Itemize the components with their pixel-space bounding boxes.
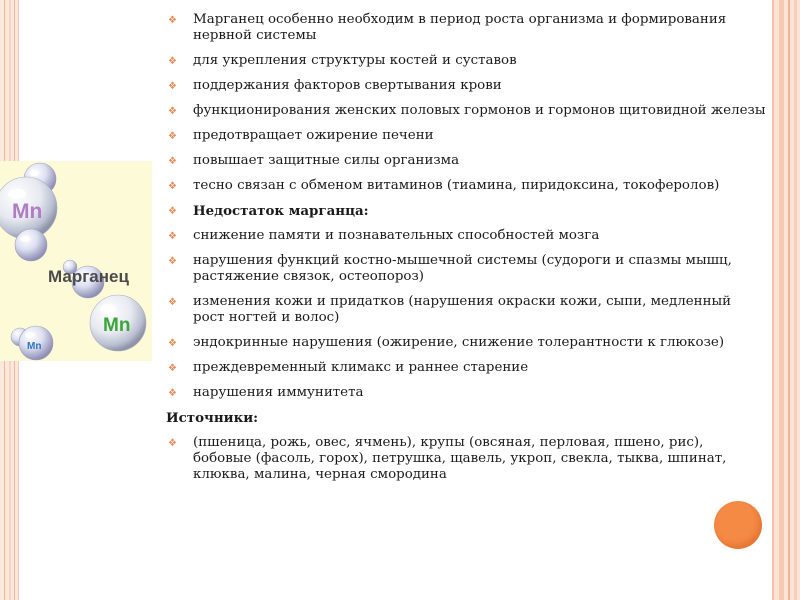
bullet-icon: ❖: [168, 81, 177, 92]
manganese-illustration: [0, 161, 152, 361]
bullet-icon: ❖: [168, 131, 177, 142]
list-item: ❖ тесно связан с обменом витаминов (тиамина, пиридоксина, токоферолов): [168, 178, 720, 193]
manganese-title: Марганец: [48, 267, 129, 286]
list-item: ❖ изменения кожи и придатков (нарушения окраски кожи, сыпи, медленный рост ногтей и волос): [168, 294, 732, 325]
bullet-icon: ❖: [168, 297, 177, 308]
list-item: ❖ нарушения иммунитета: [168, 385, 364, 400]
list-item: ❖ для укрепления структуры костей и суставов: [168, 53, 517, 68]
list-item: ❖ (пшеница, рожь, овес, ячмень), крупы (овсяная, перловая, пшено, рис), бобовые (фасоль, горох), петрушка, щавель, укроп, свекла, тыква, шпинат, клюква, малина, черная смородина: [168, 435, 727, 482]
bullet-icon: ❖: [168, 256, 177, 267]
bullet-icon: ❖: [168, 56, 177, 67]
bullet-icon: ❖: [168, 156, 177, 167]
deficiency-heading: ❖ Недостаток марганца:: [168, 203, 369, 219]
list-item: ❖ преждевременный климакс и раннее старение: [168, 360, 529, 375]
list-item: ❖ функционирования женских половых гормонов и гормонов щитовидной железы: [168, 103, 766, 118]
list-item: ❖ эндокринные нарушения (ожирение, снижение толерантности к глюкозе): [168, 335, 725, 350]
list-item: ❖ повышает защитные силы организма: [168, 153, 460, 168]
orange-decorative-circle: [714, 501, 762, 549]
mn-symbol-large: Mn: [12, 200, 43, 223]
list-item: ❖ предотвращает ожирение печени: [168, 128, 434, 143]
list-item: ❖ поддержания факторов свертывания крови: [168, 78, 502, 93]
bullet-icon: ❖: [168, 231, 177, 242]
content-list: [166, 12, 766, 492]
bullet-icon: ❖: [168, 338, 177, 349]
sources-heading: Источники:: [166, 410, 259, 426]
bullet-icon: ❖: [168, 363, 177, 374]
bullet-icon: ❖: [168, 181, 177, 192]
list-item: ❖ нарушения функций костно-мышечной системы (судороги и спазмы мышц, растяжение связок, остеопороз): [168, 253, 732, 284]
mn-symbol-green: Mn: [103, 315, 131, 336]
bullet-icon: ❖: [168, 388, 177, 399]
list-item: ❖ Марганец особенно необходим в период роста организма и формирования нервной системы: [168, 12, 727, 43]
list-item: ❖ снижение памяти и познавательных способностей мозга: [168, 228, 600, 243]
bullet-icon: ❖: [168, 438, 177, 449]
bullet-icon: ❖: [168, 15, 177, 26]
mn-symbol-small: Mn: [27, 341, 42, 352]
bullet-icon: ❖: [168, 206, 177, 217]
right-decorative-border: [772, 0, 800, 600]
bullet-icon: ❖: [168, 106, 177, 117]
